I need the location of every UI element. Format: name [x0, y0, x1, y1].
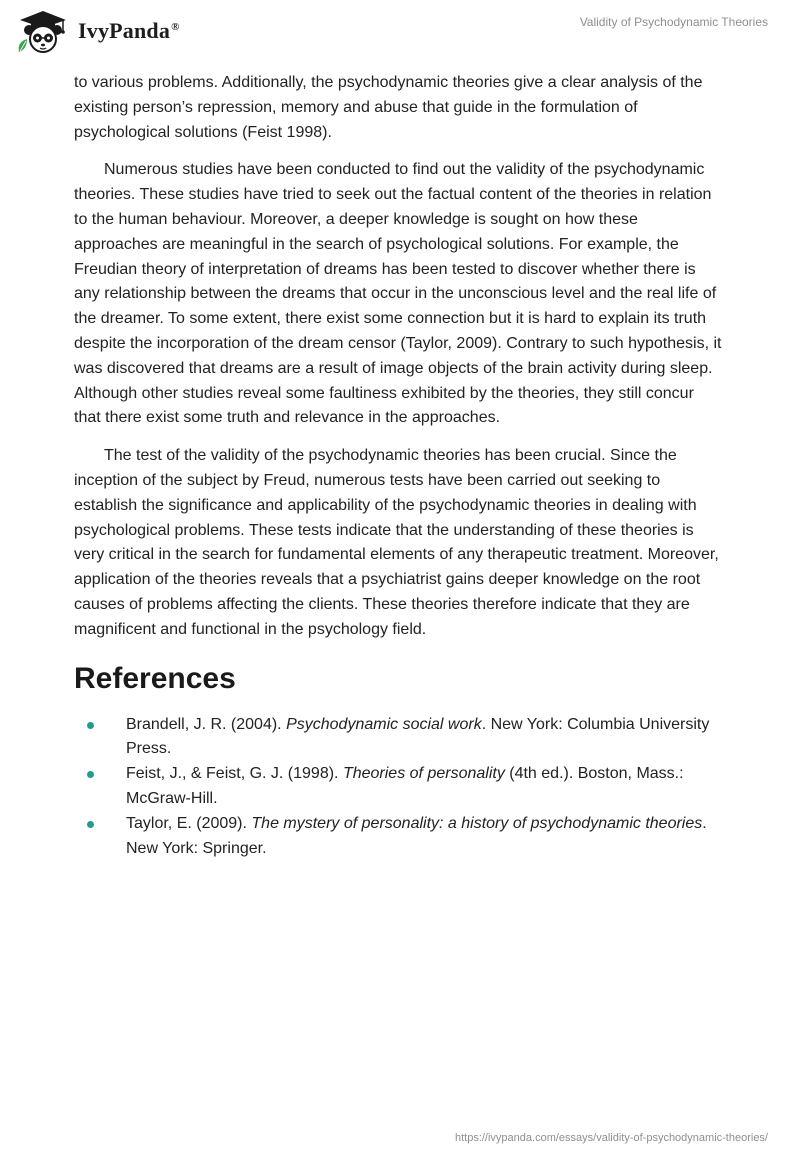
page-header — [0, 0, 800, 70]
reference-publisher: . New York: Columbia University Press. — [126, 715, 710, 758]
panda-graduate-icon — [14, 8, 72, 54]
source-url-link[interactable]: https://ivypanda.com/essays/validity-of-psychodynamic-theories/ — [454, 1132, 768, 1144]
document-title: Validity of Psychodynamic Theories — [579, 15, 768, 29]
paragraph-continued: to various problems. Additionally, the psychodynamic theories give a clear analysis of the existing person’s repression, memory and abuse that guide in the formulation of psychological solutions (Feist 1998). — [74, 74, 703, 141]
references-list — [74, 713, 724, 862]
reference-title: Theories of personality — [342, 765, 505, 783]
reference-item — [74, 812, 724, 862]
registered-mark: ® — [171, 20, 180, 33]
reference-item — [74, 713, 724, 763]
bullet-dot-icon — [87, 821, 94, 828]
paragraph-validity-studies: Numerous studies have been conducted to find out the validity of the psychodynamic theories. These studies have tried to seek out the factual content of the theories in relation to the human behaviour. Moreover, a deeper knowledge is sought on how these approaches are meaningful in the search of psychological solutions. For example, the Freudian theory of interpretation of dreams has been tested to discover whether there is any relationship between the dreams that occur in the unconscious level and the real life of the dreamer. To some extent, there exist some connection but it is hard to explain its truth despite the incorporation of the dream censor (Taylor, 2009). Contrary to such hypothesis, it was discovered that dreams are a result of image objects of the brain activity during sleep. Although other studies reveal some faultiness exhibited by the theories, they still concur that there exist some truth and relevance in the approaches. — [74, 161, 722, 427]
reference-publisher: (4th ed.). Boston, Mass.: McGraw-Hill. — [126, 765, 684, 807]
bullet-dot-icon — [87, 722, 94, 729]
reference-title: The mystery of personality: a history of psychodynamic theories — [251, 814, 703, 832]
reference-authors: Taylor, E. (2009). — [126, 814, 252, 832]
brand-text: IvyPanda — [78, 18, 171, 43]
brand-name — [78, 18, 180, 44]
paragraph-validity-tests: The test of the validity of the psychodynamic theories has been crucial. Since the inception of the subject by Freud, numerous tests have been carried out seeking to establish the significance and applicability of the psychodynamic theories in dealing with psychological problems. These tests indicate that the understanding of these theories is very critical in the search for fundamental elements of any therapeutic treatment. Moreover, application of the theories reveals that a psychiatrist gains deeper knowledge on the root causes of problems affecting the clients. These theories therefore indicate that they are magnificent and functional in the psychology field. — [74, 447, 719, 638]
references-heading: References — [74, 661, 236, 695]
ivypanda-logo[interactable] — [14, 8, 180, 54]
essay-content — [74, 71, 724, 861]
reference-publisher: . New York: Springer. — [126, 814, 707, 857]
reference-item — [74, 762, 724, 812]
reference-title: Psychodynamic social work — [286, 715, 482, 733]
reference-authors: Feist, J., & Feist, G. J. (1998). — [126, 765, 343, 783]
reference-authors: Brandell, J. R. (2004). — [126, 715, 287, 733]
bullet-dot-icon — [87, 771, 94, 778]
